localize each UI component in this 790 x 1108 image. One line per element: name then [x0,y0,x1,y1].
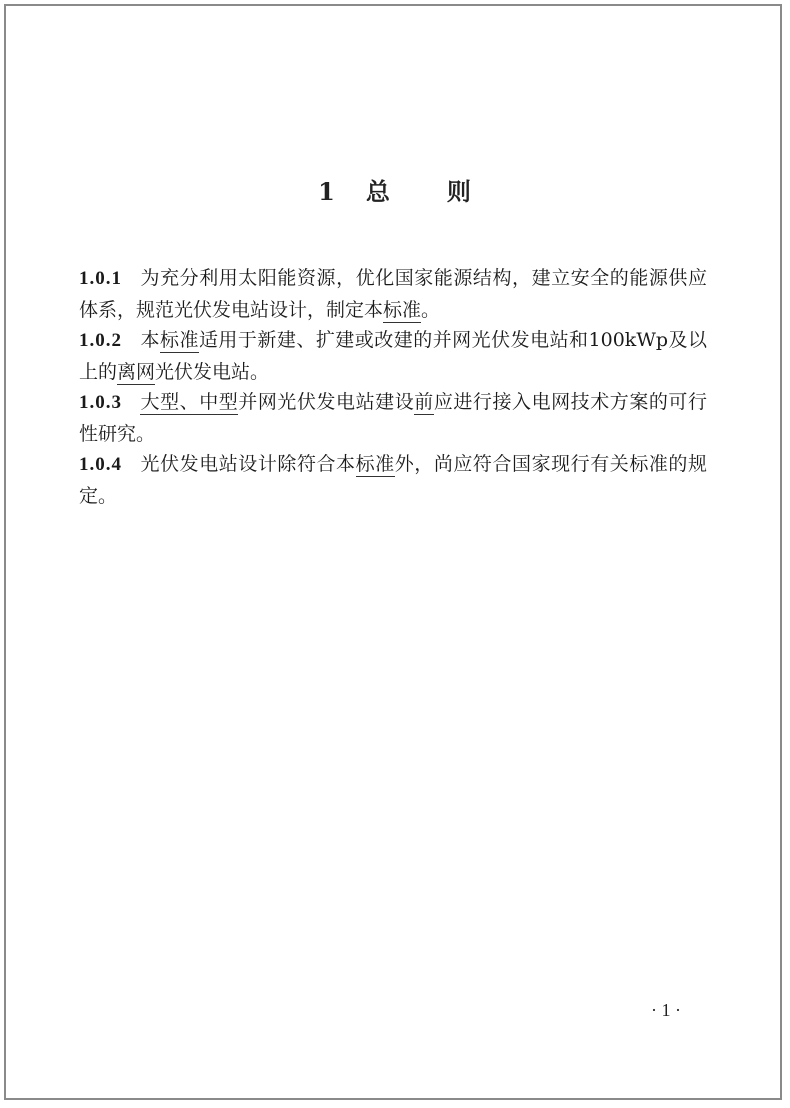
clause-text: 本 [140,329,160,351]
clause-number: 1.0.3 [79,392,122,413]
clause-text: 光伏发电站。 [155,360,270,383]
underlined-term: 前 [414,391,434,413]
chapter-title-char-2: 则 [446,177,472,206]
clause-text: 为充分利用太阳能资源，优化国家能源结构，建立安全的能源供应体系，规范光伏发电站设计，制定本 [79,267,707,321]
underlined-term: 标准 [355,453,395,475]
page-frame [4,4,782,1100]
chapter-title-char-1: 总 [365,177,391,206]
clause [79,325,707,387]
clause [79,449,707,511]
clause-number: 1.0.4 [79,454,122,475]
chapter-number: 1 [318,177,336,206]
clause-text: 并网光伏发电站建设 [238,391,415,413]
clause-text: 光伏发电站设计除符合本 [140,453,356,475]
underlined-term: 大型、中型 [140,391,239,413]
clause-number: 1.0.1 [79,268,122,289]
clauses-body [79,263,707,511]
underlined-term: 离网 [117,360,156,383]
clause-text: 。 [421,298,441,321]
clause-text: 外，尚应符合国家现行有关标准的规定。 [79,453,707,507]
underlined-term: 标准 [159,329,199,351]
clause [79,263,707,325]
clause [79,387,707,449]
page-number: · 1 · [651,1000,681,1020]
underlined-term: 标准 [383,298,422,321]
clause-number: 1.0.2 [79,330,122,351]
clause-text: 适用于新建、扩建或改建的并网光伏发电站和100kWp及以上的 [79,329,707,383]
chapter-title [0,172,790,207]
clause-text: 应进行接入电网技术方案的可行性研究。 [79,391,707,445]
